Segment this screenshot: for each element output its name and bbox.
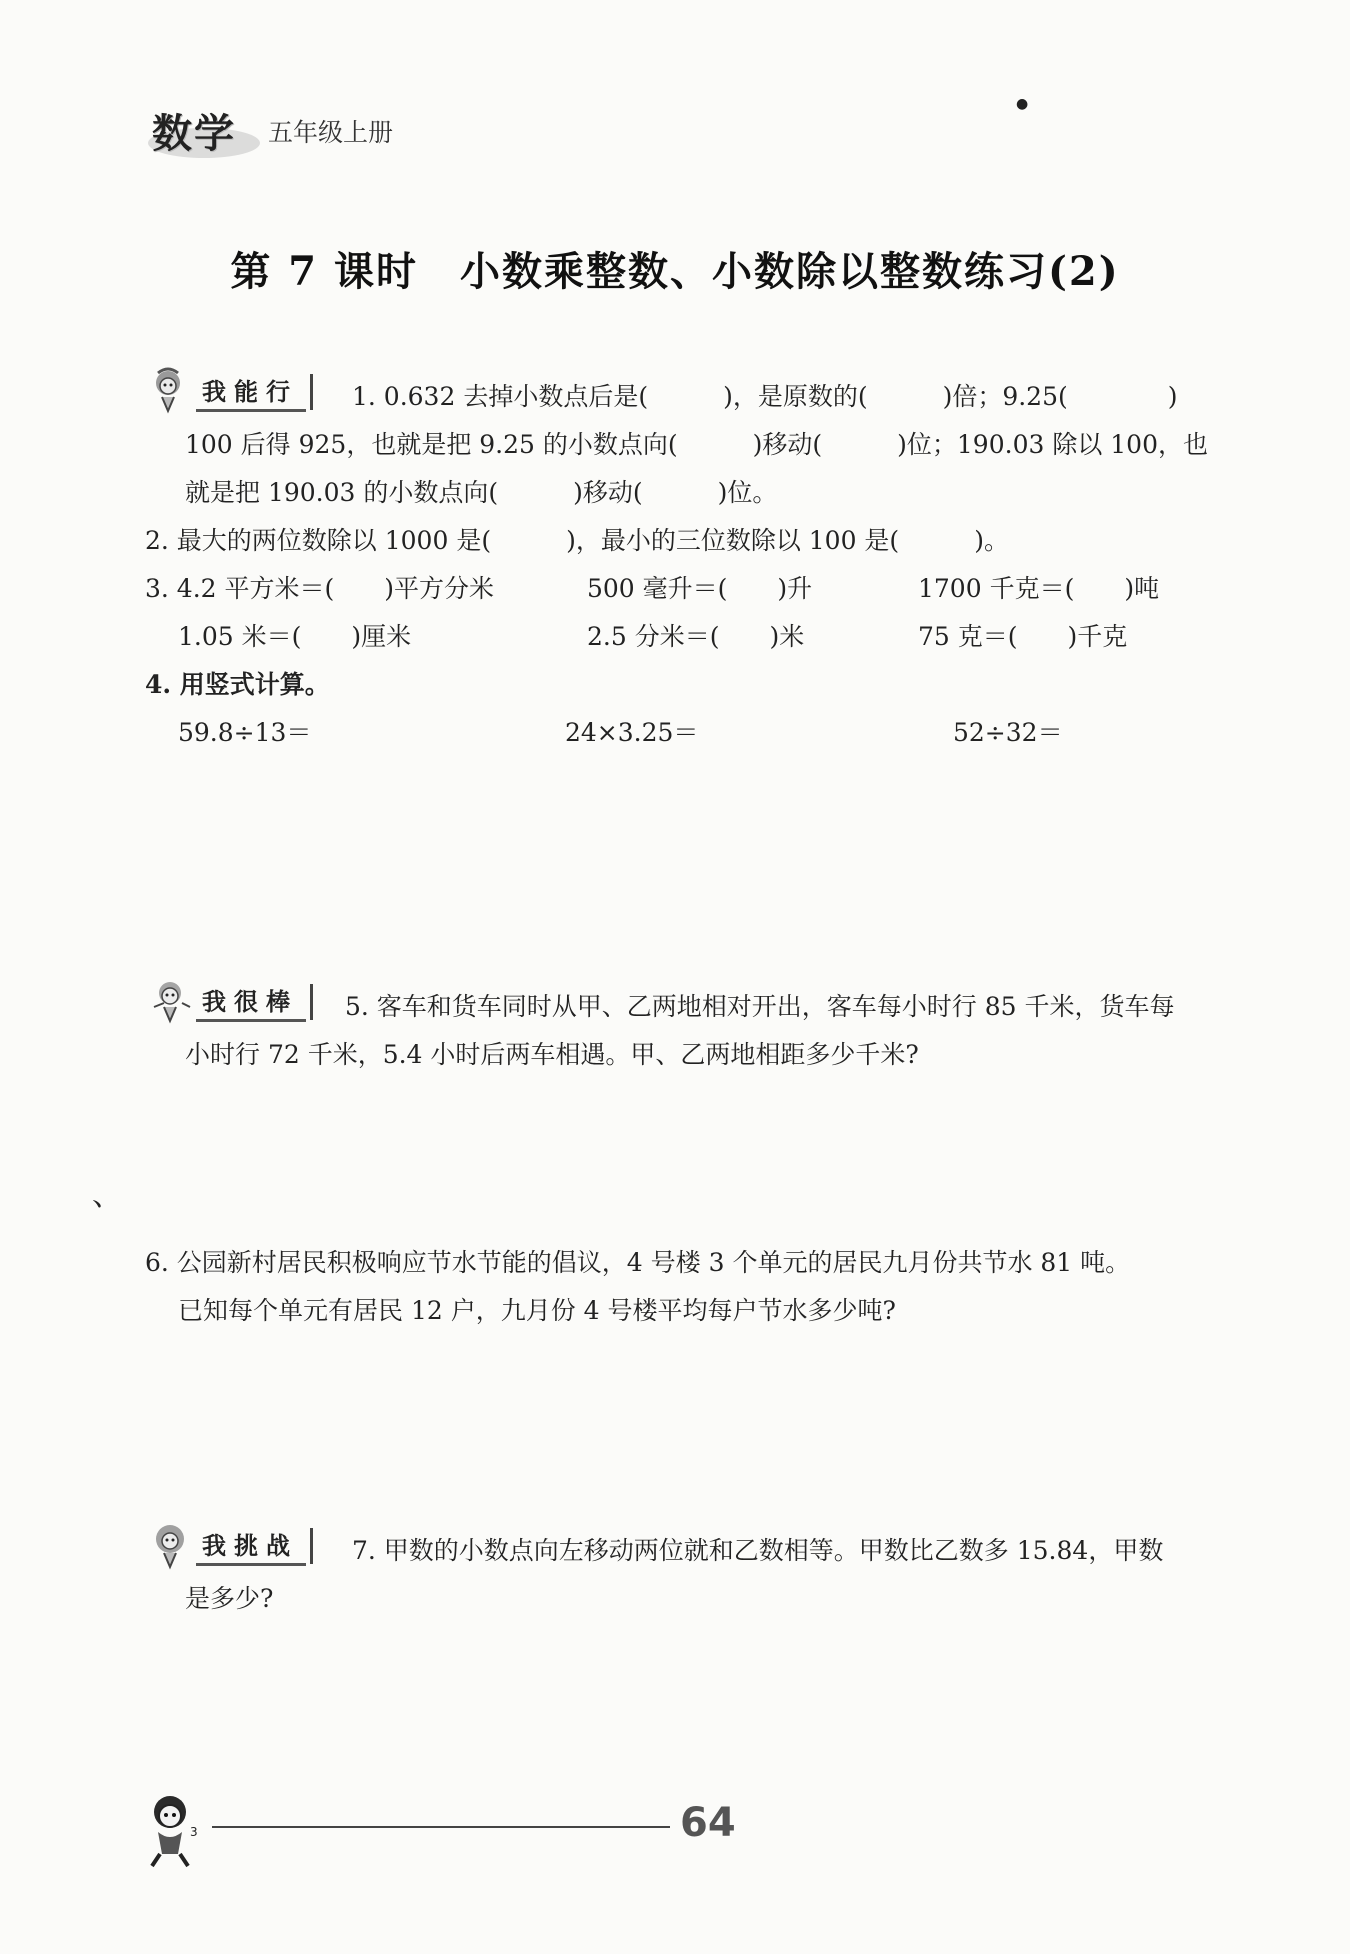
q2-line: 2. 最大的两位数除以 1000 是( )，最小的三位数除以 100 是( )。 bbox=[145, 526, 1009, 555]
footer-mascot-icon bbox=[138, 1790, 208, 1874]
q3-item-a: 3. 4.2 平方米＝( )平方分米 bbox=[145, 574, 495, 603]
q5-line2: 小时行 72 千米，5.4 小时后两车相遇。甲、乙两地相距多少千米? bbox=[185, 1040, 919, 1069]
section-divider-1 bbox=[310, 374, 313, 410]
section-badge-3 bbox=[148, 1526, 313, 1566]
q6-line2: 已知每个单元有居民 12 户，九月份 4 号楼平均每户节水多少吨? bbox=[178, 1296, 896, 1325]
section-divider-3 bbox=[310, 1528, 313, 1564]
q6-line1: 6. 公园新村居民积极响应节水节能的倡议，4 号楼 3 个单元的居民九月份共节水 81 吨。 bbox=[145, 1248, 1131, 1277]
section-label-3: 我挑战 bbox=[196, 1526, 306, 1566]
page-number: 64 bbox=[680, 1800, 736, 1846]
q5-line1: 5. 客车和货车同时从甲、乙两地相对开出，客车每小时行 85 千米，货车每 bbox=[345, 992, 1175, 1021]
section-label-1: 我能行 bbox=[196, 372, 306, 412]
q4-expr-1: 59.8÷13＝ bbox=[178, 718, 312, 747]
q1-line3: 就是把 190.03 的小数点向( )移动( )位。 bbox=[185, 478, 778, 507]
kid-mascot-icon bbox=[148, 1521, 192, 1571]
speck-mark: ● bbox=[1016, 96, 1029, 112]
section-badge-2 bbox=[148, 982, 313, 1022]
q7-line1: 7. 甲数的小数点向左移动两位就和乙数相等。甲数比乙数多 15.84，甲数 bbox=[352, 1536, 1164, 1565]
q7-line2: 是多少? bbox=[185, 1584, 274, 1613]
section-badge-1 bbox=[148, 372, 313, 412]
section-label-2: 我很棒 bbox=[196, 982, 306, 1022]
q1-line2: 100 后得 925，也就是把 9.25 的小数点向( )移动( )位；190.03 除以 100，也 bbox=[185, 430, 1208, 459]
subject-title: 数学 bbox=[152, 111, 236, 157]
q3-item-f: 75 克＝( )千克 bbox=[918, 622, 1128, 651]
q4-heading: 4. 用竖式计算。 bbox=[145, 670, 330, 699]
grade-label: 五年级上册 bbox=[268, 118, 394, 147]
q4-expr-2: 24×3.25＝ bbox=[565, 718, 699, 747]
q3-item-c: 1700 千克＝( )吨 bbox=[918, 574, 1160, 603]
stray-mark: 、 bbox=[92, 1178, 122, 1213]
boy-mascot-icon bbox=[148, 977, 192, 1027]
svg-text:3: 3 bbox=[190, 1825, 198, 1839]
girl-mascot-icon bbox=[148, 367, 192, 417]
q4-expr-3: 52÷32＝ bbox=[953, 718, 1063, 747]
q1-line1: 1. 0.632 去掉小数点后是( )，是原数的( )倍；9.25( ) bbox=[352, 382, 1178, 411]
lesson-title: 第 7 课时 小数乘整数、小数除以整数练习(2) bbox=[230, 248, 1120, 295]
footer-rule bbox=[212, 1826, 670, 1828]
section-divider-2 bbox=[310, 984, 313, 1020]
q3-item-e: 2.5 分米＝( )米 bbox=[587, 622, 805, 651]
q3-item-b: 500 毫升＝( )升 bbox=[587, 574, 813, 603]
q3-item-d: 1.05 米＝( )厘米 bbox=[178, 622, 412, 651]
